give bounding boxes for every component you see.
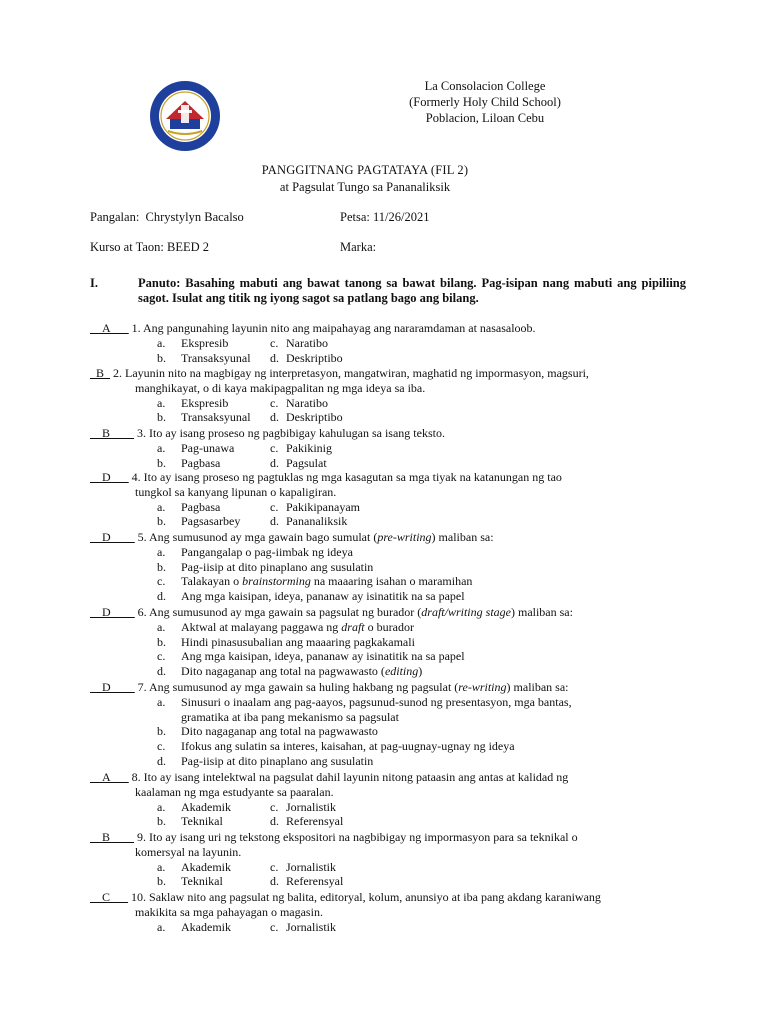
school-former-name: (Formerly Holy Child School) [409,95,561,109]
question-line [90,830,690,845]
choice-text: Pagbasa [181,455,221,470]
choice-letter: c. [270,335,279,350]
answer-blank: __D____ [90,680,135,694]
choice-letter: a. [157,395,166,410]
choice-text: Ekspresib [181,335,229,350]
question-text-continued: komersyal na layunin. [135,844,242,859]
choice-text: Ang mga kaisipan, ideya, pananaw ay isinatitik na sa papel [181,649,465,664]
answer-blank: __D____ [90,605,135,619]
answer-blank: __B____ [90,830,135,844]
question-line [90,470,690,485]
question-3 [90,426,690,441]
choice-letter: d. [270,874,279,889]
question-5 [90,530,690,545]
choice-letter: b. [157,814,166,829]
question-text-continued: tungkol sa kanyang lipunan o kapaligiran. [135,484,337,499]
question-text: 5. Ang sumusunod ay mga gawain bago sumulat (pre-writing) maliban sa: [137,530,494,544]
question-text: 7. Ang sumusunod ay mga gawain sa huling hakbang ng pagsulat (re-writing) maliban sa: [137,680,569,694]
question-text: 2. Layunin nito na magbigay ng interpretasyon, mangatwiran, maghatid ng impormasyon, magsuri, [113,366,589,380]
choice-text: Pagsasarbey [181,514,241,529]
choice-letter: c. [270,440,279,455]
choice-letter: b. [157,874,166,889]
choice-text: Dito nagaganap ang total na pagwawasto [181,724,378,739]
choice-text: Jornalistik [286,919,336,934]
choice-text: Pakikipanayam [286,499,360,514]
choice-text: Jornalistik [286,799,336,814]
question-text: 9. Ito ay isang uri ng tekstong ekspositori na nagbibigay ng impormasyon para sa teknikal o [137,830,578,844]
question-line [90,366,690,381]
choice-letter: b. [157,514,166,529]
answer-blank: __B____ [90,426,135,440]
question-text-continued: manghikayat, o di kaya makipagpalitan ng mga ideya sa iba. [135,380,426,395]
section-number: I. [90,276,98,290]
exam-subtitle: at Pagsulat Tungo sa Pananaliksik [279,180,451,194]
course-line [90,240,209,255]
name-label: Pangalan: [90,210,140,224]
question-6 [90,605,690,620]
question-line [90,890,690,905]
question-8 [90,770,690,800]
choice-text: Referensyal [286,814,344,829]
question-2 [90,366,690,396]
question-text: 8. Ito ay isang intelektwal na pagsulat dahil layunin nitong pataasin ang antas at kalidad ng [131,770,569,784]
choice-text: Aktwal at malayang paggawa ng draft o burador [181,619,414,634]
choice-text: Deskriptibo [286,350,343,365]
question-line [90,321,690,336]
choice-text: Dito nagaganap ang total na pagwawasto (editing) [181,664,423,679]
choice-letter: d. [270,514,279,529]
question-4 [90,470,690,500]
choice-text: Pagbasa [181,499,221,514]
question-1 [90,321,690,336]
school-name: La Consolacion College [424,79,546,93]
answer-blank: __C___ [90,890,129,904]
choice-text: Ekspresib [181,395,229,410]
choice-letter: a. [157,440,166,455]
choice-text: Jornalistik [286,859,336,874]
question-text-continued: makikita sa mga pahayagan o magasin. [135,904,323,919]
choice-letter: b. [157,455,166,470]
choice-text: Pagsulat [286,455,327,470]
choice-letter: a. [157,335,166,350]
choice-text: Pag-iisip at dito pinaplano ang susulatin [181,754,374,768]
exam-date: 11/26/2021 [372,210,430,224]
choice-text: Ifokus ang sulatin sa interes, kaisahan, at pag-uugnay-ugnay ng ideya [181,739,515,754]
choice-text: Pag-unawa [181,440,235,455]
school-seal-logo [148,79,222,153]
exam-title: PANGGITNANG PAGTATAYA (FIL 2) [261,163,469,177]
choice-letter: a. [157,499,166,514]
question-line [90,426,690,441]
choice-text: Referensyal [286,874,344,889]
answer-blank: _B_ [90,366,111,380]
question-text: 1. Ang pangunahing layunin nito ang maipahayag ang nararamdaman at nasasaloob. [131,321,536,335]
question-text: 3. Ito ay isang proseso ng pagbibigay kahulugan sa isang teksto. [137,426,445,440]
choice-text: Ang mga kaisipan, ideya, pananaw ay isinatitik na sa papel [181,589,465,604]
course-label: Kurso at Taon: [90,240,164,254]
exam-title-block [0,162,730,196]
choice-letter: d. [157,664,166,679]
date-label: Petsa: [340,210,370,224]
choice-letter: b. [157,634,166,649]
choice-letter: d. [157,754,166,768]
choice-letter: c. [270,919,279,934]
choice-text: Transaksyunal [181,410,251,425]
choice-letter: d. [157,589,166,604]
question-line [90,530,690,545]
choice-text: Akademik [181,859,231,874]
choice-text: Sinusuri o inaalam ang pag-aayos, pagsunud-sunod ng presentasyon, mga bantas, [181,694,572,709]
choice-text: Transaksyunal [181,350,251,365]
choice-letter: a. [157,799,166,814]
date-line [340,210,429,225]
choice-letter: a. [157,694,166,709]
question-10 [90,890,690,920]
choice-letter: a. [157,544,166,559]
school-header [370,78,600,126]
choice-text: Deskriptibo [286,410,343,425]
choice-letter: c. [270,499,279,514]
choice-letter: b. [157,350,166,365]
question-9 [90,830,690,860]
answer-blank: __A___ [90,770,129,784]
name-line [90,210,244,225]
choice-letter: d. [270,455,279,470]
choice-text: Teknikal [181,814,223,829]
choice-text: Pangangalap o pag-iimbak ng ideya [181,544,353,559]
choice-text: gramatika at iba pang mekanismo sa pagsulat [181,709,399,724]
answer-blank: __D____ [90,530,135,544]
choice-letter: c. [270,799,279,814]
choice-text: Naratibo [286,395,328,410]
student-name: Chrystylyn Bacalso [145,210,244,224]
question-text-continued: kaalaman ng mga estudyante sa paaralan. [135,784,334,799]
choice-text: Akademik [181,919,231,934]
choice-letter: c. [157,649,166,664]
choice-letter: c. [157,574,166,589]
choice-text: Talakayan o brainstorming na maaaring isahan o maramihan [181,574,473,589]
choice-letter: d. [270,814,279,829]
question-line [90,770,690,785]
choice-letter: c. [270,859,279,874]
question-line [90,605,690,620]
choice-letter: d. [270,350,279,365]
choice-text: Hindi pinasusubalian ang maaaring pagkakamali [181,634,415,649]
answer-blank: __D___ [90,470,129,484]
choice-letter: c. [157,739,166,754]
choice-text: Teknikal [181,874,223,889]
question-text: 4. Ito ay isang proseso ng pagtuklas ng mga kasagutan sa mga tiyak na katanungan ng tao [131,470,562,484]
choice-letter: b. [157,724,166,739]
choice-text: Pag-iisip at dito pinaplano ang susulatin [181,559,374,574]
choice-text: Pakikinig [286,440,333,455]
course-year: BEED 2 [167,240,210,254]
choice-letter: b. [157,410,166,425]
choice-letter: a. [157,859,166,874]
instructions-text: Panuto: Basahing mabuti ang bawat tanong sa bawat bilang. Pag-isipan nang mabuti ang pipiliing sagot. Isulat ang titik ng iyong sagot sa patlang bago ang bilang. [138,276,686,305]
answer-blank: __A___ [90,321,129,335]
school-address: Poblacion, Liloan Cebu [425,111,545,125]
choice-text: Akademik [181,799,231,814]
question-text: 6. Ang sumusunod ay mga gawain sa pagsulat ng burador (draft/writing stage) maliban sa: [137,605,573,619]
choice-letter: a. [157,919,166,934]
choice-letter: b. [157,559,166,574]
choice-letter: d. [270,410,279,425]
choice-text: Naratibo [286,335,328,350]
choice-letter: c. [270,395,279,410]
question-7 [90,680,690,695]
score-label: Marka: [340,240,377,254]
choice-letter: a. [157,619,166,634]
question-text: 10. Saklaw nito ang pagsulat ng balita, editoryal, kolum, anunsiyo at iba pang akdang karaniwang [131,890,601,904]
question-line [90,680,690,695]
choice-text: Pananaliksik [286,514,348,529]
